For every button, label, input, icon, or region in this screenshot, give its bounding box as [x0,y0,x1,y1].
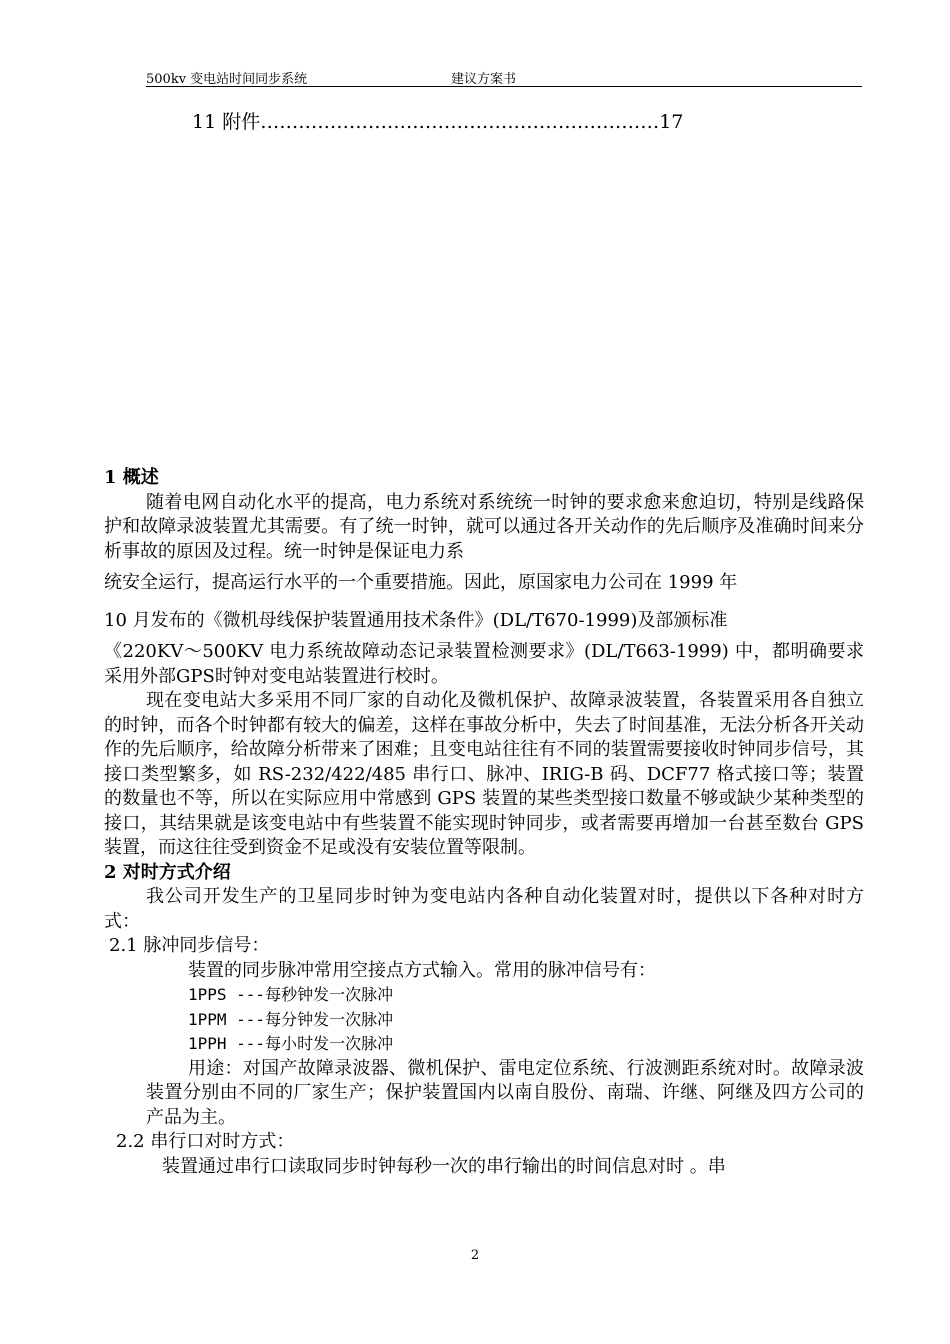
overview-paragraph-1b: 统安全运行，提高运行水平的一个重要措施。因此，原国家电力公司在 1999 年 [104,572,738,593]
section-2-heading: 2 对时方式介绍 [104,861,231,883]
overview-paragraph-1c: 10 月发布的《微机母线保护装置通用技术条件》(DL/T670-1999)及部颁标准 [104,610,728,631]
header-doc-type: 建议方案书 [451,72,517,87]
section-2-1-heading: 2.1 脉冲同步信号： [109,935,270,956]
section-1-heading: 1 概述 [104,467,159,488]
pulse-item-1pph: 1PPH ---每小时发一次脉冲 [188,1034,394,1053]
document-body [104,466,864,1179]
overview-paragraph-1d: 《220KV～500KV 电力系统故障动态记录装置检测要求》(DL/T663-1999) 中，都明确要求采用外部GPS时钟对变电站装置进行校时。 [104,641,864,687]
pulse-description: 装置的同步脉冲常用空接点方式输入。常用的脉冲信号有： [188,959,656,981]
page-number: 2 [470,1248,480,1263]
pulse-item-1pps: 1PPS ---每秒钟发一次脉冲 [188,985,394,1004]
overview-paragraph-2: 现在变电站大多采用不同厂家的自动化及微机保护、故障录波装置，各装置采用各自独立的时钟，而各个时钟都有较大的偏差，这样在事故分析中，失去了时间基准，无法分析各开关动作的先后顺序，给故障分析带来了困难；且变电站往往有不同的装置需要接收时钟同步信号，其接口类型繁多，如 RS-232/422/485 串行口、脉冲、IRIG-B 码、DCF77 格式接口等；装置的数量也不等，所以在实际应用中常感到 GPS 装置的某些类型接口数量不够或缺少某种类型的接口，其结果就是该变电站中有些装置不能实现时钟同步，或者需要再增加一台甚至数台 GPS 装置，而这往往受到资金不足或没有安装位置等限制。 [104,690,864,858]
toc-entry-attachments: 11 附件………………………………………………………17 [192,111,684,133]
pulse-item-1ppm: 1PPM ---每分钟发一次脉冲 [188,1009,394,1029]
header-doc-title: 500kv 变电站时间同步系统 [146,72,308,87]
section-2-2-heading: 2.2 串行口对时方式： [116,1131,295,1152]
serial-description: 装置通过串行口读取同步时钟每秒一次的串行输出的时间信息对时 。串 [162,1155,726,1177]
page-header [146,64,862,87]
pulse-usage: 用途：对国产故障录波器、微机保护、雷电定位系统、行波测距系统对时。故障录波装置分别由不同的厂家生产；保护装置国内以南自股份、南瑞、许继、阿继及四方公司的产品为主。 [146,1057,864,1128]
section-2-intro: 我公司开发生产的卫星同步时钟为变电站内各种自动化装置对时，提供以下各种对时方式： [104,886,864,932]
overview-paragraph-1a: 随着电网自动化水平的提高，电力系统对系统统一时钟的要求愈来愈迫切，特别是线路保护和故障录波装置尤其需要。有了统一时钟，就可以通过各开关动作的先后顺序及准确时间来分析事故的原因及过程。统一时钟是保证电力系 [104,491,864,562]
